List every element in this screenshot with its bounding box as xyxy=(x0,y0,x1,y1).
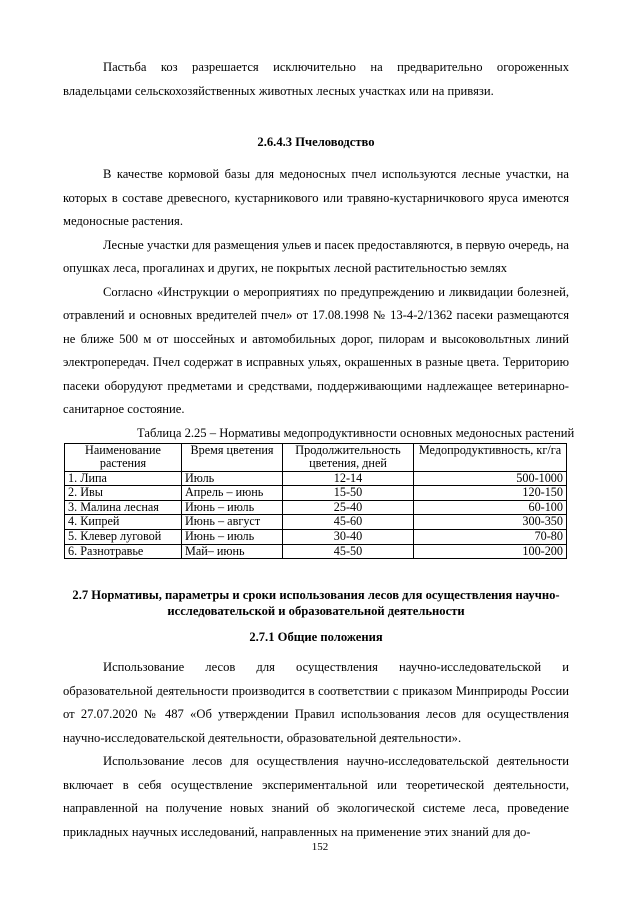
cell-bloom-time: Июнь – июль xyxy=(182,500,283,515)
cell-duration: 45-50 xyxy=(283,544,414,559)
cell-productivity: 60-100 xyxy=(414,500,567,515)
cell-productivity: 500-1000 xyxy=(414,471,567,486)
cell-duration: 15-50 xyxy=(283,486,414,501)
header-honey-productivity: Медопродуктивность, кг/га xyxy=(414,443,567,471)
paragraph-apiary-instructions: Согласно «Инструкции о мероприятиях по предупреждению и ликвидации болезней, отравлений и основных вредителей пчел» от 17.08.1998 № 13-4-2/1362 пасеки размещаются не ближе 500 м от шоссейных и автомобильных дорог, пилорам и высоковольтных линий электропередач. Пчел содержат в исправных ульях, окрашенных в разные цвета. Территорию пасеки оборудуют предметами и средствами, поддерживающими надлежащее ветеринарно-санитарное состояние. xyxy=(63,284,569,416)
cell-plant: 4. Кипрей xyxy=(65,515,182,530)
page-content xyxy=(63,56,575,844)
paragraph-bee-forage: В качестве кормовой базы для медоносных пчел используются лесные участки, на которых в составе древесного, кустарникового или травяно-кустарничкового яруса имеются медоносные растения. xyxy=(63,167,569,228)
cell-plant: 2. Ивы xyxy=(65,486,182,501)
cell-productivity: 70-80 xyxy=(414,530,567,545)
cell-productivity: 300-350 xyxy=(414,515,567,530)
honey-productivity-table xyxy=(64,443,567,560)
paragraph-research-regulation: Использование лесов для осуществления научно-исследовательской и образовательной деятельности производится в соответствии с приказом Минприроды России от 27.07.2020 № 487 «Об утверждении Правил использования лесов для осуществления научно-исследовательской деятельности, образовательной деятельности». xyxy=(63,660,569,745)
cell-bloom-time: Июнь – август xyxy=(182,515,283,530)
cell-bloom-time: Июнь – июль xyxy=(182,530,283,545)
paragraph-research-scope: Использование лесов для осуществления научно-исследовательской деятельности включает в себя осуществление экспериментальной или теоретической деятельности, направленной на получение новых знаний об экологической системе леса, проведение прикладных научных исследований, направленных на применение этих знаний для до- xyxy=(63,754,569,839)
cell-bloom-time: Май– июнь xyxy=(182,544,283,559)
cell-plant: 6. Разнотравье xyxy=(65,544,182,559)
page-number: 152 xyxy=(311,841,329,853)
table-caption: Таблица 2.25 – Нормативы медопродуктивности основных медоносных растений xyxy=(137,425,575,440)
cell-productivity: 120-150 xyxy=(414,486,567,501)
table-header-row xyxy=(65,443,567,471)
cell-bloom-time: Июль xyxy=(182,471,283,486)
header-plant-name: Наименование растения xyxy=(65,443,182,471)
cell-productivity: 100-200 xyxy=(414,544,567,559)
paragraph-goat-grazing: Пастьба коз разрешается исключительно на предварительно огороженных владельцами сельскохозяйственных животных лесных участках или на привязи. xyxy=(63,60,569,98)
cell-plant: 5. Клевер луговой xyxy=(65,530,182,545)
table-row xyxy=(65,471,567,486)
cell-duration: 12-14 xyxy=(283,471,414,486)
heading-section-2-7: 2.7 Нормативы, параметры и сроки использования лесов для осуществления научно-исследовательской и образовательной деятельности xyxy=(72,588,560,619)
table-row xyxy=(65,486,567,501)
heading-beekeeping: 2.6.4.3 Пчеловодство xyxy=(257,135,375,149)
header-bloom-time: Время цветения xyxy=(182,443,283,471)
table-row xyxy=(65,500,567,515)
cell-duration: 30-40 xyxy=(283,530,414,545)
table-row xyxy=(65,530,567,545)
paragraph-hive-placement: Лесные участки для размещения ульев и пасек предоставляются, в первую очередь, на опушках леса, прогалинах и других, не покрытых лесной растительностью землях xyxy=(63,237,569,275)
heading-general-provisions: 2.7.1 Общие положения xyxy=(249,630,383,645)
cell-duration: 45-60 xyxy=(283,515,414,530)
table-row xyxy=(65,544,567,559)
cell-bloom-time: Апрель – июнь xyxy=(182,486,283,501)
cell-duration: 25-40 xyxy=(283,500,414,515)
table-row xyxy=(65,515,567,530)
header-bloom-duration: Продолжительность цветения, дней xyxy=(283,443,414,471)
cell-plant: 1. Липа xyxy=(65,471,182,486)
cell-plant: 3. Малина лесная xyxy=(65,500,182,515)
